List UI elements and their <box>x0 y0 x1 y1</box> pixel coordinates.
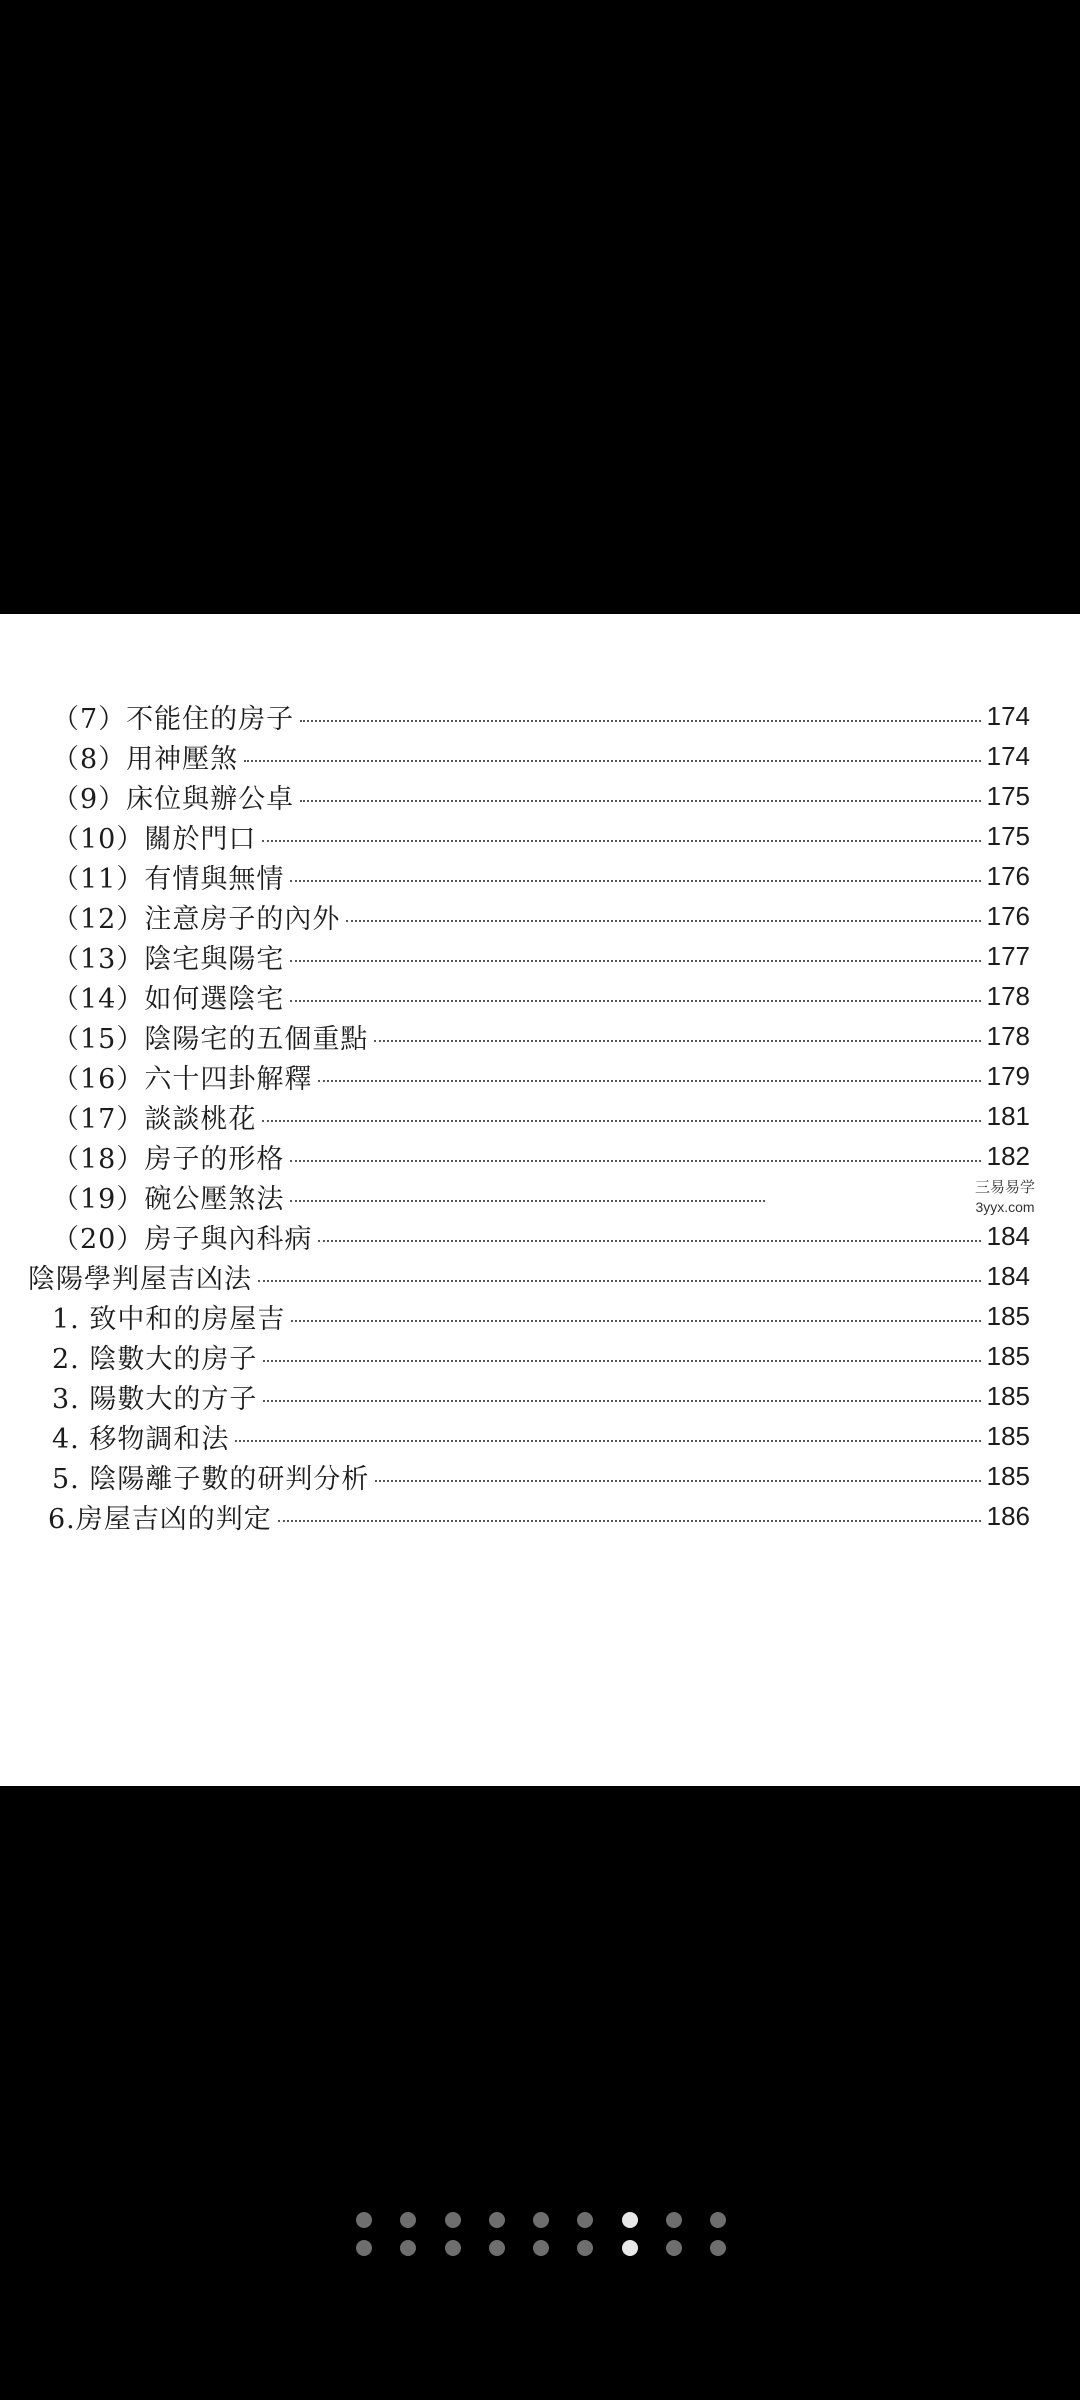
toc-leader-dots <box>291 1320 980 1322</box>
toc-entry[interactable] <box>0 776 1030 816</box>
page-dot[interactable] <box>577 2212 593 2228</box>
document-page[interactable] <box>0 614 1080 1786</box>
toc-leader-dots <box>290 1160 980 1162</box>
toc-entry[interactable] <box>0 1336 1030 1376</box>
toc-entry-page: 176 <box>986 860 1030 891</box>
toc-entry-title: 4. 移物調和法 <box>52 1423 230 1455</box>
page-dot[interactable] <box>400 2212 416 2228</box>
page-dot-active[interactable] <box>622 2240 638 2256</box>
toc-entry[interactable] <box>0 1016 1030 1056</box>
page-indicator[interactable] <box>356 2212 726 2262</box>
page-dot[interactable] <box>710 2212 726 2228</box>
toc-entry-page: 175 <box>986 780 1030 811</box>
page-dot[interactable] <box>400 2240 416 2256</box>
toc-entry-page: 185 <box>986 1460 1030 1491</box>
toc-entry-page: 178 <box>986 980 1030 1011</box>
toc-leader-dots <box>235 1440 980 1442</box>
toc-entry-page: 182 <box>986 1140 1030 1171</box>
toc-entry[interactable] <box>0 1216 1030 1256</box>
toc-leader-dots <box>262 1120 980 1122</box>
toc-leader-dots <box>290 880 980 882</box>
page-dot[interactable] <box>533 2212 549 2228</box>
toc-entry[interactable] <box>0 976 1030 1016</box>
toc-entry-title: （8）用神壓煞 <box>52 743 239 775</box>
toc-entry[interactable] <box>0 816 1030 856</box>
toc-entry-title: （10）關於門口 <box>52 823 257 855</box>
table-of-contents <box>0 696 1080 1536</box>
toc-entry-page: 181 <box>986 1100 1030 1131</box>
toc-entry-page: 175 <box>986 820 1030 851</box>
toc-entry-title: （13）陰宅與陽宅 <box>52 943 285 975</box>
toc-entry[interactable] <box>0 1256 1030 1296</box>
page-dot[interactable] <box>577 2240 593 2256</box>
page-indicator-row-bottom <box>356 2240 726 2260</box>
toc-entry-page: 185 <box>986 1340 1030 1371</box>
page-dot-active[interactable] <box>622 2212 638 2228</box>
toc-leader-dots <box>258 1280 981 1282</box>
toc-entry[interactable] <box>0 936 1030 976</box>
toc-entry[interactable] <box>0 856 1030 896</box>
toc-entry-page: 174 <box>986 700 1030 731</box>
toc-entry-page: 184 <box>986 1220 1030 1251</box>
toc-leader-dots <box>262 840 980 842</box>
page-dot[interactable] <box>666 2240 682 2256</box>
toc-entry-title: 1. 致中和的房屋吉 <box>52 1303 286 1335</box>
toc-entry-title: （20）房子與內科病 <box>52 1223 313 1255</box>
toc-leader-dots <box>346 920 980 922</box>
page-indicator-row-top <box>356 2212 726 2232</box>
toc-entry-page: 178 <box>986 1020 1030 1051</box>
page-dot[interactable] <box>710 2240 726 2256</box>
toc-leader-dots <box>244 760 980 762</box>
toc-entry[interactable] <box>0 1296 1030 1336</box>
toc-leader-dots <box>278 1520 981 1522</box>
toc-leader-dots <box>263 1360 980 1362</box>
toc-leader-dots <box>290 1200 765 1202</box>
toc-entry-title: （18）房子的形格 <box>52 1143 285 1175</box>
page-dot[interactable] <box>356 2240 372 2256</box>
toc-entry-title: （15）陰陽宅的五個重點 <box>52 1023 369 1055</box>
watermark-url: 3yyx.com <box>975 1199 1035 1215</box>
toc-entry[interactable] <box>0 1456 1030 1496</box>
toc-leader-dots <box>318 1080 980 1082</box>
toc-entry[interactable] <box>0 1176 1030 1216</box>
toc-entry[interactable] <box>0 1496 1030 1536</box>
page-dot[interactable] <box>489 2212 505 2228</box>
toc-entry-title: 3. 陽數大的方子 <box>52 1383 258 1415</box>
toc-entry[interactable] <box>0 896 1030 936</box>
toc-entry-title: 2. 陰數大的房子 <box>52 1343 258 1375</box>
toc-entry-page: 185 <box>986 1420 1030 1451</box>
toc-entry-title: （17）談談桃花 <box>52 1103 257 1135</box>
toc-entry[interactable] <box>0 1416 1030 1456</box>
page-dot[interactable] <box>445 2212 461 2228</box>
toc-entry-page: 184 <box>986 1260 1030 1291</box>
toc-entry-page: 179 <box>986 1060 1030 1091</box>
page-dot[interactable] <box>356 2212 372 2228</box>
toc-entry[interactable] <box>0 1056 1030 1096</box>
toc-entry-title: （11）有情與無情 <box>52 863 285 895</box>
toc-entry[interactable] <box>0 696 1030 736</box>
toc-leader-dots <box>290 960 980 962</box>
page-dot[interactable] <box>445 2240 461 2256</box>
toc-leader-dots <box>300 800 980 802</box>
toc-entry-title: （12）注意房子的內外 <box>52 903 341 935</box>
toc-entry-page: 174 <box>986 740 1030 771</box>
toc-entry-page: 186 <box>986 1500 1030 1531</box>
toc-entry-page: 185 <box>986 1300 1030 1331</box>
toc-leader-dots <box>318 1240 980 1242</box>
page-dot[interactable] <box>489 2240 505 2256</box>
toc-entry-title: （16）六十四卦解釋 <box>52 1063 313 1095</box>
toc-entry-title: 5. 陰陽離子數的研判分析 <box>52 1463 370 1495</box>
page-dot[interactable] <box>666 2212 682 2228</box>
toc-entry-page: 176 <box>986 900 1030 931</box>
toc-entry[interactable] <box>0 1096 1030 1136</box>
toc-leader-dots <box>374 1040 980 1042</box>
toc-leader-dots <box>290 1000 980 1002</box>
toc-entry-title: （9）床位與辦公卓 <box>52 783 295 815</box>
toc-entry-page: 177 <box>986 940 1030 971</box>
toc-entry[interactable] <box>0 1136 1030 1176</box>
toc-entry[interactable] <box>0 736 1030 776</box>
toc-entry-title: （19）碗公壓煞法 <box>52 1183 285 1215</box>
watermark-name: 三易易学 <box>974 1178 1035 1196</box>
toc-entry-page: 185 <box>986 1380 1030 1411</box>
page-dot[interactable] <box>533 2240 549 2256</box>
toc-entry[interactable] <box>0 1376 1030 1416</box>
toc-leader-dots <box>375 1480 980 1482</box>
toc-leader-dots <box>300 720 980 722</box>
toc-leader-dots <box>263 1400 980 1402</box>
toc-entry-title: 陰陽學判屋吉凶法 <box>28 1263 252 1295</box>
toc-entry-title: （7）不能住的房子 <box>52 703 295 735</box>
watermark <box>955 1177 1055 1217</box>
toc-entry-title: 6.房屋吉凶的判定 <box>48 1503 272 1535</box>
toc-entry-title: （14）如何選陰宅 <box>52 983 285 1015</box>
